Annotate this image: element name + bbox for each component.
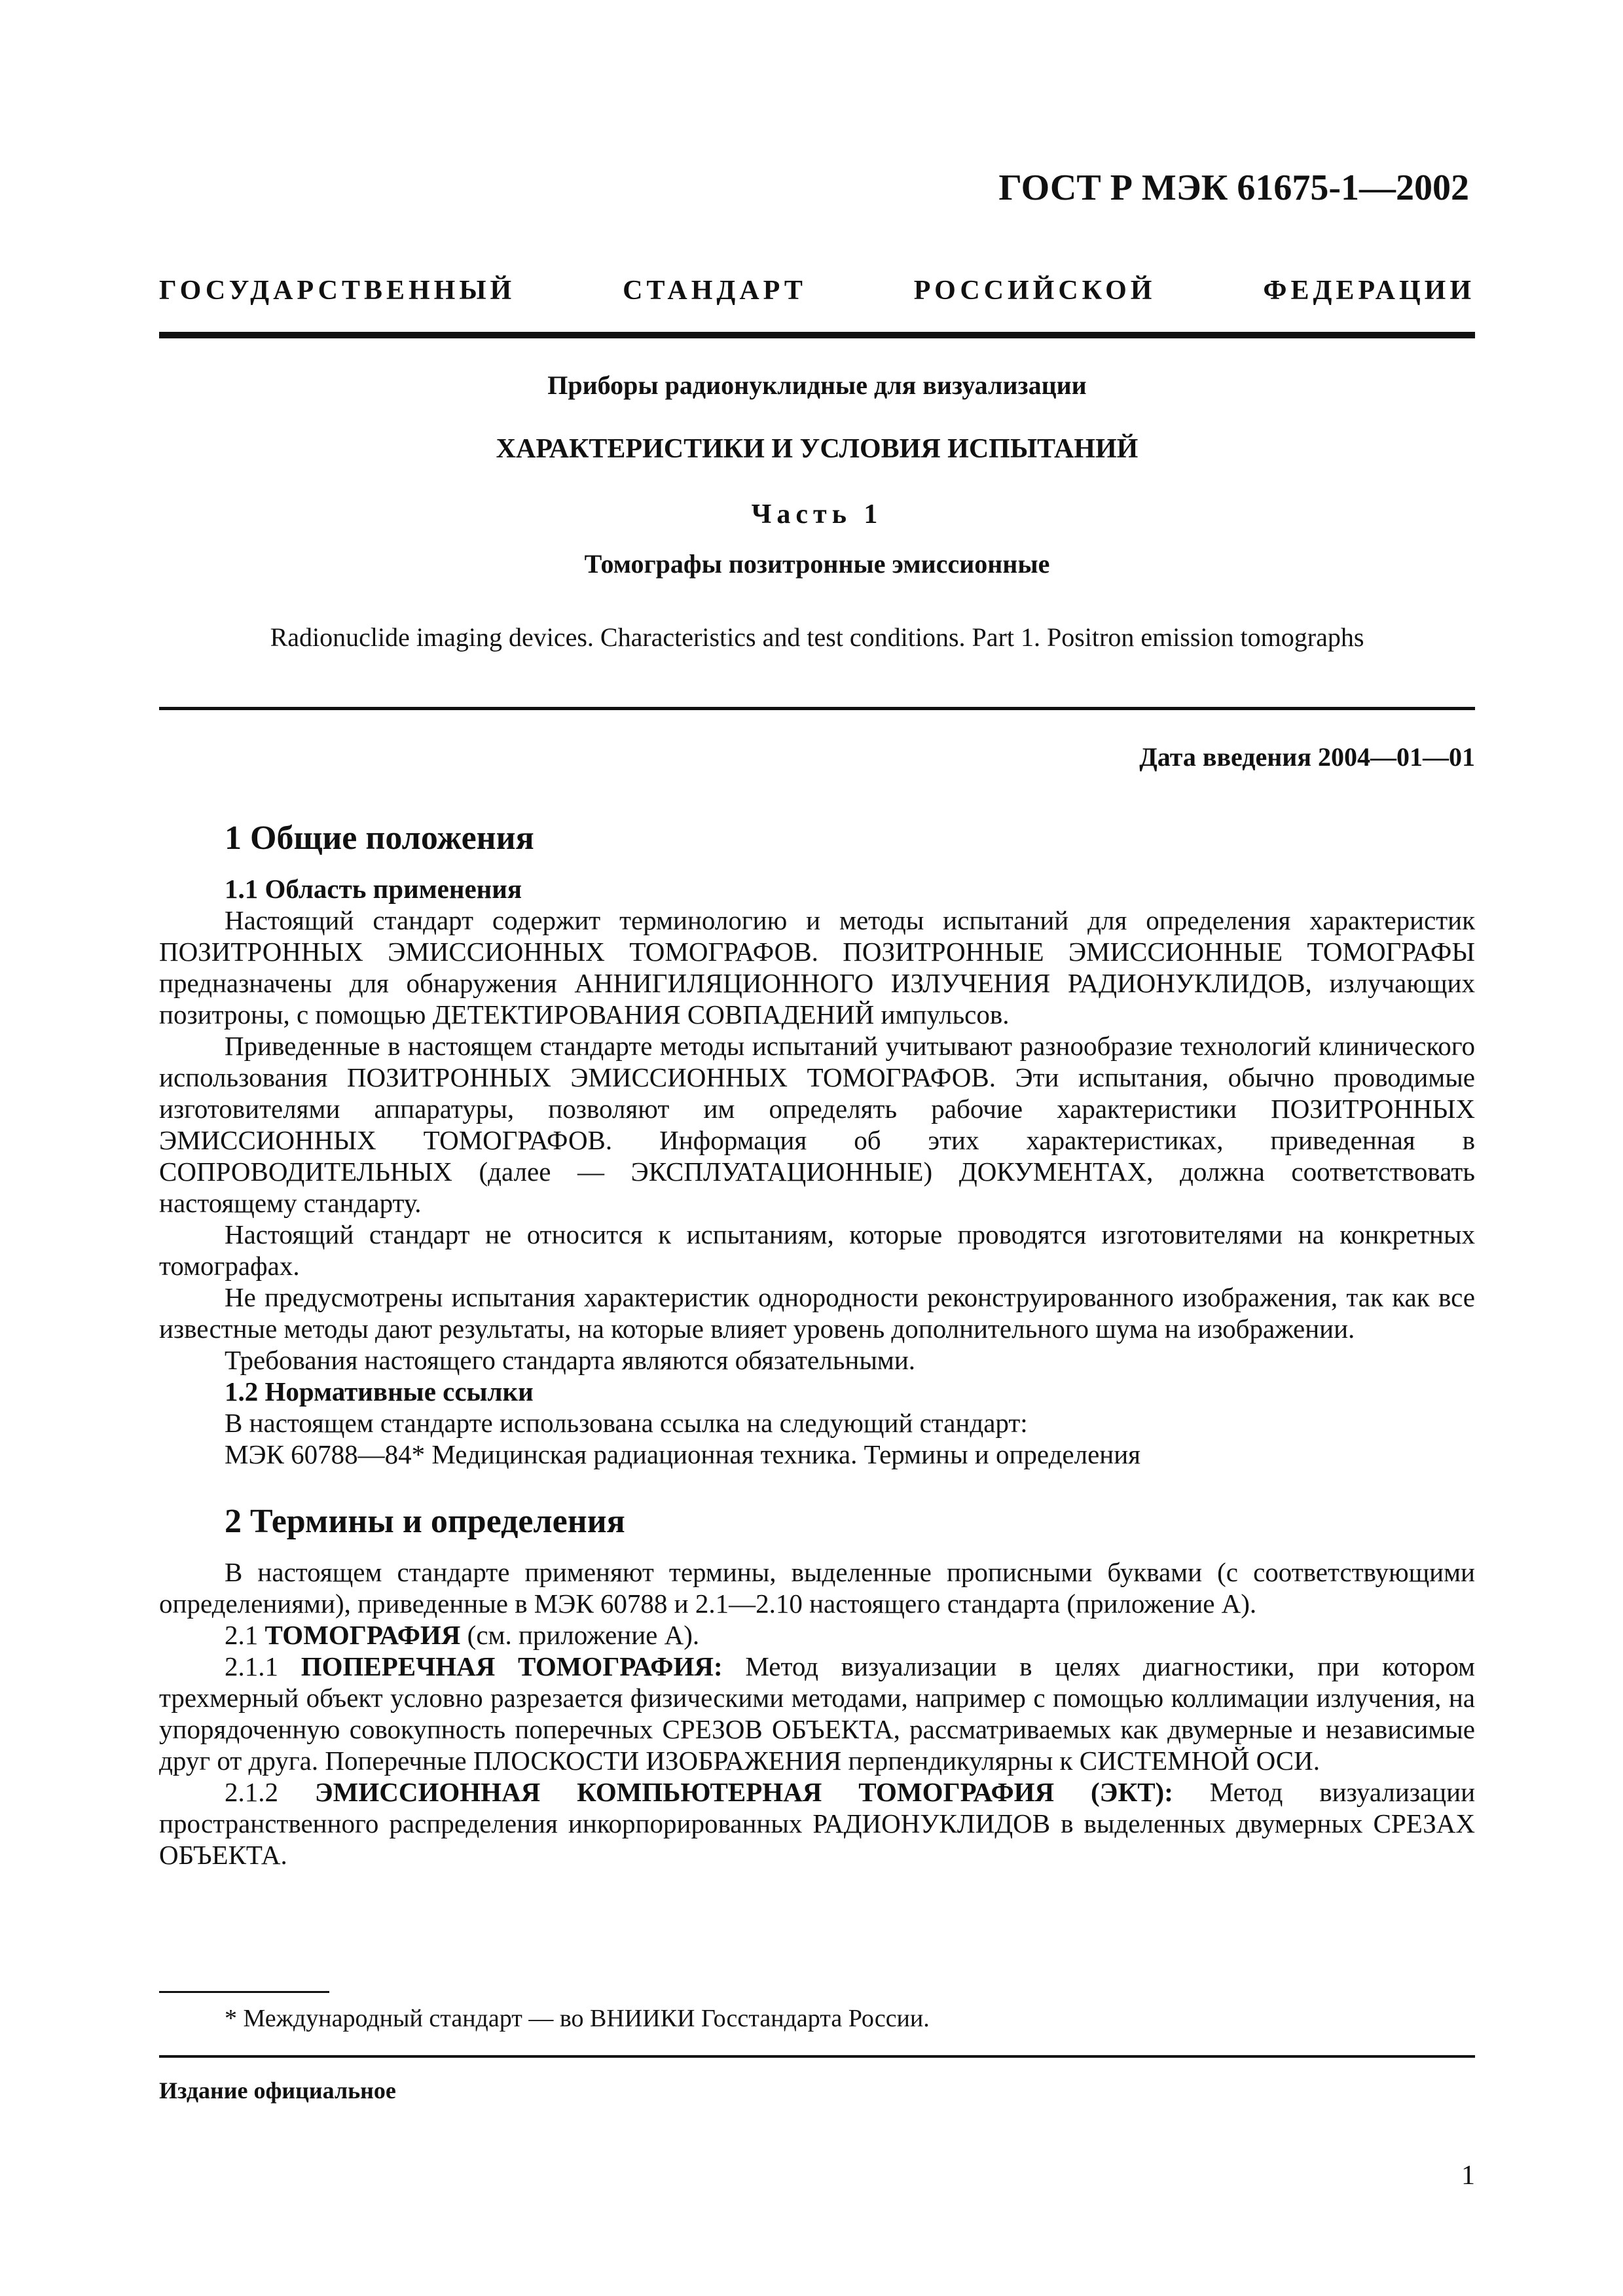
paragraph: Требования настоящего стандарта являются обязательными. bbox=[225, 1345, 916, 1375]
term-name: ТОМОГРАФИЯ bbox=[264, 1620, 461, 1650]
section-2-heading: 2 Термины и определения bbox=[225, 1503, 625, 1540]
doc-title-line1: Приборы радионуклидные для визуализации bbox=[547, 370, 1087, 400]
subsection-1-1-heading: 1.1 Область применения bbox=[225, 874, 522, 904]
term-number: 2.1.2 bbox=[225, 1777, 278, 1807]
gost-code: ГОСТ Р МЭК 61675-1—2002 bbox=[998, 168, 1469, 208]
footer-rule bbox=[159, 2055, 1475, 2058]
doc-title-line2: ХАРАКТЕРИСТИКИ И УСЛОВИЯ ИСПЫТАНИЙ bbox=[496, 434, 1139, 464]
doc-part: Часть 1 bbox=[751, 499, 883, 529]
paragraph: Не предусмотрены испытания характеристик однородности реконструированного изображения, так как все известные методы дают результаты, на которые влияет уровень дополнительного шума на изображении. bbox=[159, 1282, 1475, 1344]
term-2-1 bbox=[159, 1619, 1475, 1651]
term-2-1-1 bbox=[159, 1651, 1475, 1776]
term-definition: (см. приложение А). bbox=[467, 1620, 700, 1650]
subsection-1-2-heading: 1.2 Нормативные ссылки bbox=[225, 1376, 534, 1407]
official-edition-label: Издание официальное bbox=[159, 2077, 396, 2104]
paragraph: Настоящий стандарт содержит терминологию и методы испытаний для определения характеристик ПОЗИТРОННЫХ ЭМИССИОННЫХ ТОМОГРАФОВ. ПОЗИТРОННЫЕ ЭМИССИОННЫЕ ТОМОГРАФЫ предназначены для обнаружения АННИГИЛЯЦИОННОГО ИЗЛУЧЕНИЯ РАДИОНУКЛИДОВ, излучающих позитроны, с помощью ДЕТЕКТИРОВАНИЯ СОВПАДЕНИЙ импульсов. bbox=[159, 905, 1475, 1030]
title-rule bbox=[159, 707, 1475, 710]
section-1-heading: 1 Общие положения bbox=[225, 819, 534, 857]
normative-reference: МЭК 60788—84* Медицинская радиационная техника. Термины и определения bbox=[225, 1439, 1141, 1469]
header-rule bbox=[159, 332, 1475, 338]
paragraph: В настоящем стандарте применяют термины, выделенные прописными буквами (с соответствующими определениями), приведенные в МЭК 60788 и 2.1—2.10 настоящего стандарта (приложение А). bbox=[159, 1557, 1475, 1619]
term-definition: Метод визуализации пространственного распределения инкорпорированных РАДИОНУКЛИДОВ в выделенных двумерных СРЕЗАХ ОБЪЕКТА. bbox=[159, 1777, 1476, 1870]
term-name: ЭМИССИОННАЯ КОМПЬЮТЕРНАЯ ТОМОГРАФИЯ (ЭКТ): bbox=[314, 1777, 1173, 1807]
introduction-date: Дата введения 2004—01—01 bbox=[1139, 742, 1475, 772]
term-definition: Метод визуализации в целях диагностики, при котором трехмерный объект условно разрезается физическими методами, например с помощью коллимации излучения, на упорядоченную совокупность поперечных СРЕЗОВ ОБЪЕКТА, рассматриваемых как двумерные и независимые друг от друга. Поперечные ПЛОСКОСТИ ИЗОБРАЖЕНИЯ перпендикулярны к СИСТЕМНОЙ ОСИ. bbox=[159, 1651, 1476, 1776]
paragraph: В настоящем стандарте использована ссылка на следующий стандарт: bbox=[225, 1408, 1028, 1438]
page-number: 1 bbox=[1461, 2161, 1475, 2191]
term-name: ПОПЕРЕЧНАЯ ТОМОГРАФИЯ: bbox=[301, 1651, 723, 1681]
document-body bbox=[159, 818, 1475, 1871]
doc-title-english: Radionuclide imaging devices. Characteristics and test conditions. Part 1. Positron emission tomographs bbox=[270, 622, 1364, 652]
term-2-1-2 bbox=[159, 1776, 1475, 1871]
paragraph: Приведенные в настоящем стандарте методы испытаний учитывают разнообразие технологий клинического использования ПОЗИТРОННЫХ ЭМИССИОННЫХ ТОМОГРАФОВ. Эти испытания, обычно проводимые изготовителями аппаратуры, позволяют им определять рабочие характеристики ПОЗИТРОННЫХ ЭМИССИОННЫХ ТОМОГРАФОВ. Информация об этих характеристиках, приведенная в СОПРОВОДИТЕЛЬНЫХ (далее — ЭКСПЛУАТАЦИОННЫЕ) ДОКУМЕНТАХ, должна соответствовать настоящему стандарту. bbox=[159, 1031, 1475, 1218]
footnote-rule bbox=[159, 1991, 329, 1993]
doc-title-line3: Томографы позитронные эмиссионные bbox=[584, 549, 1050, 579]
paragraph: Настоящий стандарт не относится к испытаниям, которые проводятся изготовителями на конкретных томографах. bbox=[159, 1219, 1475, 1281]
state-standard-heading: ГОСУДАРСТВЕННЫЙ СТАНДАРТ РОССИЙСКОЙ ФЕДЕРАЦИИ bbox=[159, 276, 1475, 306]
footnote: * Международный стандарт — во ВНИИКИ Госстандарта России. bbox=[225, 2005, 930, 2032]
term-number: 2.1.1 bbox=[225, 1651, 278, 1681]
term-number: 2.1 bbox=[225, 1620, 259, 1650]
